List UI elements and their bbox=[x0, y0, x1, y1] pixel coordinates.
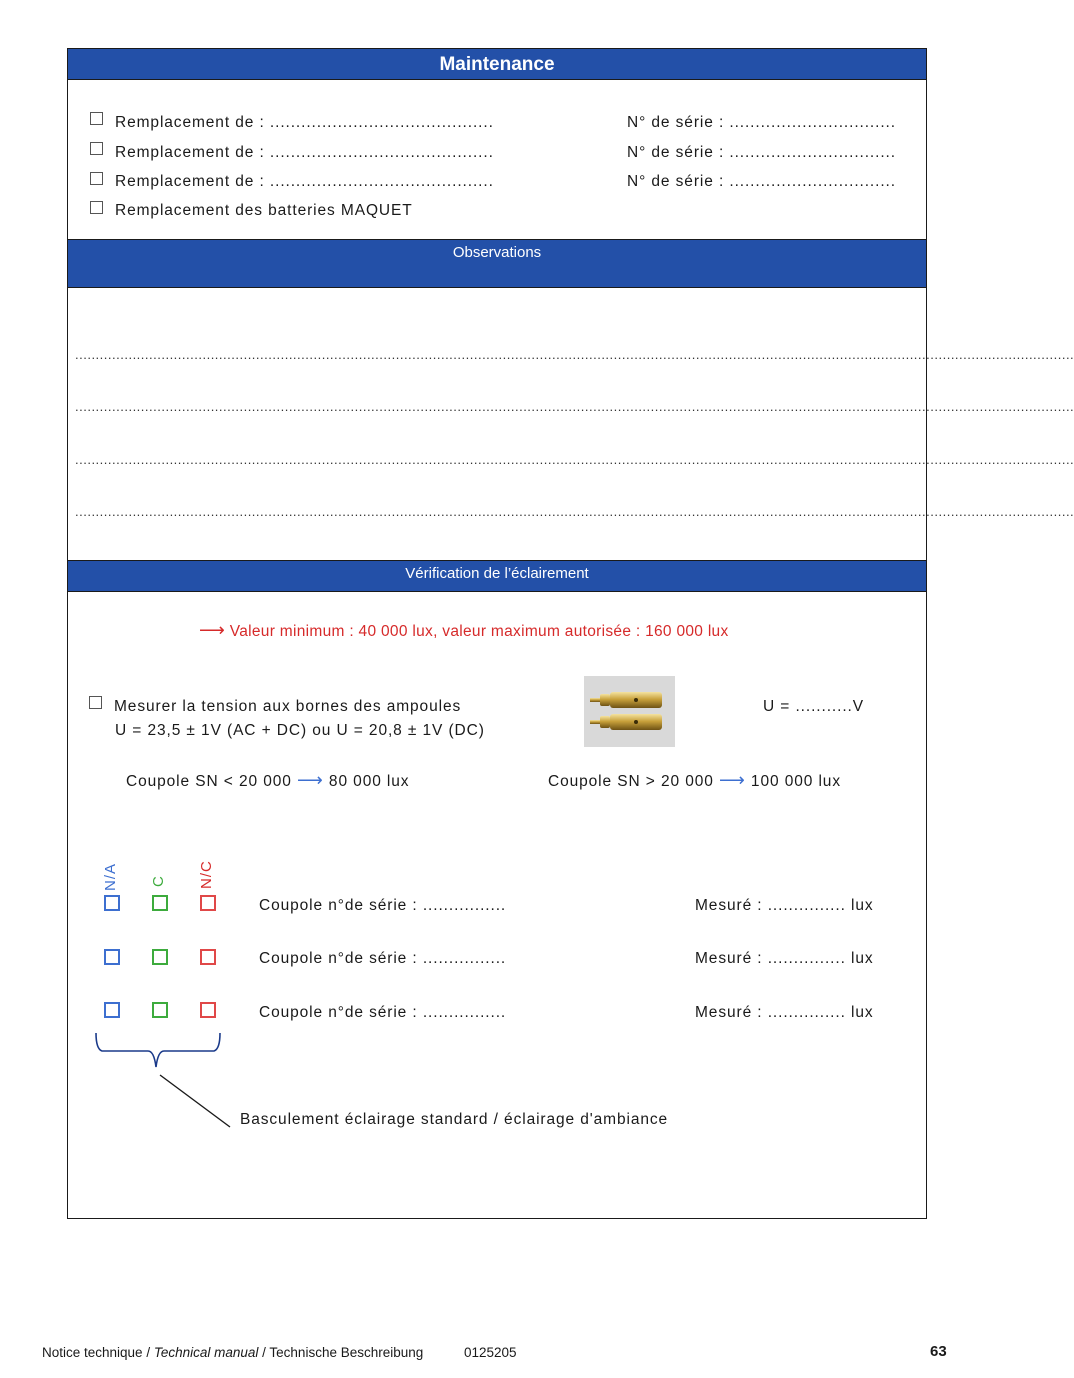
replacement-1-serial: N° de série : ................................ bbox=[627, 114, 896, 131]
measured-2[interactable]: Mesuré : ............... lux bbox=[695, 950, 874, 967]
coupole-serial-2[interactable]: Coupole n°de série : ................ bbox=[259, 950, 507, 967]
footer-title-de: / Technische Beschreibung bbox=[258, 1345, 424, 1360]
checkbox-replacement-2[interactable] bbox=[90, 142, 103, 155]
batteries-label: Remplacement des batteries MAQUET bbox=[115, 202, 413, 219]
replacement-2-label: Remplacement de : ........................................... bbox=[115, 144, 494, 161]
arrow-right-icon: ⟶ bbox=[199, 620, 226, 640]
checkbox-batteries[interactable] bbox=[90, 201, 103, 214]
form-frame bbox=[67, 48, 1074, 1219]
checkbox-c-3[interactable] bbox=[152, 1002, 168, 1018]
checkbox-measure-voltage[interactable] bbox=[89, 696, 102, 709]
observations-header: Observations bbox=[68, 239, 926, 288]
checkbox-nc-2[interactable] bbox=[200, 949, 216, 965]
footer-title-fr: Notice technique / bbox=[42, 1345, 154, 1360]
lamp-pins-icon bbox=[584, 676, 675, 747]
measured-3[interactable]: Mesuré : ............... lux bbox=[695, 1004, 874, 1021]
arrow-right-icon: ⟶ bbox=[718, 770, 746, 790]
checkbox-nc-1[interactable] bbox=[200, 895, 216, 911]
voltage-spec: U = 23,5 ± 1V (AC + DC) ou U = 20,8 ± 1V (DC) bbox=[115, 722, 485, 739]
col-nc-label: N/C bbox=[198, 860, 215, 889]
replacement-3-serial: N° de série : ................................ bbox=[627, 173, 896, 190]
footer-code: 0125205 bbox=[464, 1345, 517, 1360]
coupole-low-label: Coupole SN < 20 000 bbox=[126, 773, 292, 790]
checkbox-na-1[interactable] bbox=[104, 895, 120, 911]
lamp-connector-image bbox=[584, 676, 675, 747]
maintenance-header: Maintenance bbox=[68, 49, 926, 80]
checkbox-na-2[interactable] bbox=[104, 949, 120, 965]
coupole-high-line bbox=[548, 770, 841, 791]
coupole-low-value: 80 000 lux bbox=[328, 773, 410, 790]
col-na-label: N/A bbox=[102, 862, 119, 891]
checkbox-na-3[interactable] bbox=[104, 1002, 120, 1018]
voltage-value[interactable]: U = ...........V bbox=[763, 698, 864, 715]
replacement-1-label: Remplacement de : ........................................... bbox=[115, 114, 494, 131]
observation-line-3[interactable]: ................................................................................................................................................................................................................................................... bbox=[75, 452, 1074, 467]
coupole-serial-1[interactable]: Coupole n°de série : ................ bbox=[259, 897, 507, 914]
minmax-text: Valeur minimum : 40 000 lux, valeur maximum autorisée : 160 000 lux bbox=[229, 623, 729, 640]
footer-title-en: Technical manual bbox=[153, 1345, 259, 1360]
coupole-serial-3[interactable]: Coupole n°de série : ................ bbox=[259, 1004, 507, 1021]
checkbox-nc-3[interactable] bbox=[200, 1002, 216, 1018]
checkbox-replacement-1[interactable] bbox=[90, 112, 103, 125]
checkbox-replacement-3[interactable] bbox=[90, 172, 103, 185]
checkbox-c-1[interactable] bbox=[152, 895, 168, 911]
observation-line-2[interactable]: ................................................................................................................................................................................................................................................... bbox=[75, 399, 1074, 414]
col-c-label: C bbox=[150, 875, 167, 887]
checkbox-c-2[interactable] bbox=[152, 949, 168, 965]
arrow-right-icon: ⟶ bbox=[296, 770, 324, 790]
coupole-high-label: Coupole SN > 20 000 bbox=[548, 773, 714, 790]
coupole-high-value: 100 000 lux bbox=[750, 773, 841, 790]
verification-header: Vérification de l’éclairement bbox=[68, 560, 926, 592]
footer-title bbox=[42, 1345, 423, 1360]
coupole-low-line bbox=[126, 770, 409, 791]
measure-voltage-label: Mesurer la tension aux bornes des ampoules bbox=[114, 698, 462, 715]
switch-note: Basculement éclairage standard / éclairage d'ambiance bbox=[240, 1111, 669, 1128]
minmax-line bbox=[199, 620, 729, 641]
replacement-3-label: Remplacement de : ........................................... bbox=[115, 173, 494, 190]
observation-line-1[interactable]: ................................................................................................................................................................................................................................................... bbox=[75, 347, 1074, 362]
page-number: 63 bbox=[930, 1343, 947, 1360]
replacement-2-serial: N° de série : ................................ bbox=[627, 144, 896, 161]
measured-1[interactable]: Mesuré : ............... lux bbox=[695, 897, 874, 914]
observation-line-4[interactable]: ................................................................................................................................................................................................................................................... bbox=[75, 504, 1074, 519]
